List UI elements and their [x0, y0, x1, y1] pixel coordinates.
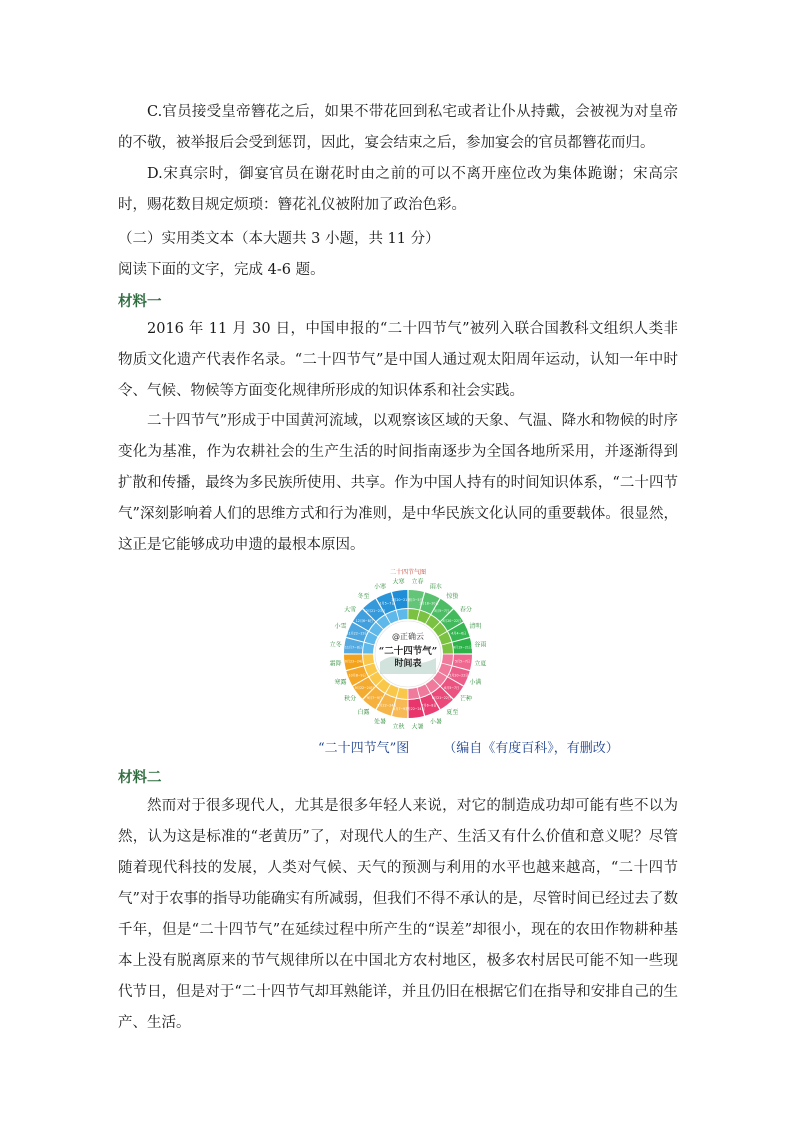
figure-center-title: “二十四节气”: [378, 646, 438, 657]
term-date: 3月20~22日: [442, 619, 462, 624]
term-date: 4月4~6日: [451, 631, 467, 636]
term-date: 4月19~21日: [452, 645, 473, 650]
term-label: 小寒: [374, 583, 387, 591]
term-label: 立春: [411, 578, 424, 586]
caption-title: “二十四节气”图: [318, 741, 410, 756]
term-label: 冬至: [357, 593, 370, 601]
term-label: 寒露: [334, 678, 347, 686]
term-date: 10月23~24日: [342, 659, 365, 664]
term-label: 处暑: [374, 718, 387, 726]
term-inner-segment: [408, 688, 419, 699]
term-date: 5月20~22日: [449, 673, 469, 678]
term-label: 白露: [357, 708, 370, 716]
term-date: 2月3~5日: [407, 597, 423, 602]
term-label: 霜降: [329, 660, 342, 668]
term-date: 6月5~7日: [444, 685, 460, 690]
term-inner-segment: [363, 654, 374, 665]
term-inner-segment: [442, 654, 453, 665]
term-date: 8月22~24日: [377, 703, 397, 708]
term-label: 夏至: [446, 708, 459, 716]
figure-header: 二十四节气图: [389, 569, 427, 576]
section-instruction: 阅读下面的文字，完成 4-6 题。: [118, 262, 325, 278]
term-label: 大寒: [392, 578, 405, 586]
term-label: 小满: [469, 678, 482, 686]
figure-caption: [318, 737, 678, 756]
term-date: 2月18~20日: [419, 601, 439, 606]
term-inner-segment: [363, 643, 374, 654]
term-date: 11月22~23日: [346, 631, 368, 636]
term-date: 1月5~7日: [379, 601, 395, 606]
term-date: 11月7~8日: [344, 645, 363, 650]
term-date: 3月5~7日: [433, 608, 450, 613]
figure-center-subtitle: 时间表: [394, 659, 422, 669]
term-date: 1月20~21日: [391, 597, 411, 602]
term-label: 芒种: [459, 695, 472, 703]
term-label: 谷雨: [474, 641, 487, 649]
term-label: 立夏: [474, 660, 487, 668]
term-inner-segment: [397, 688, 408, 699]
term-date: 9月22~24日: [354, 685, 374, 690]
term-label: 小雪: [334, 623, 347, 631]
option-c: C.官员接受皇帝簪花之后，如果不带花回到私宅或者让仆从持戴，会被视为对皇帝的不敬，被举报后会受到惩罚，因此，宴会结束之后，参加宴会的官员都簪花而归。: [118, 104, 678, 151]
term-label: 秋分: [344, 695, 357, 703]
term-date: 5月5~7日: [454, 659, 471, 664]
figure-watermark: @正确云: [392, 632, 424, 641]
term-inner-segment: [397, 609, 408, 620]
solar-terms-wheel: [318, 566, 498, 732]
term-label: 立冬: [329, 641, 342, 649]
solar-terms-figure: [318, 566, 498, 732]
term-inner-segment: [442, 643, 453, 654]
term-date: 12月21~23日: [363, 608, 386, 613]
term-date: 7月6~8日: [421, 703, 437, 708]
material1-paragraph-1: 2016 年 11 月 30 日，中国申报的“二十四节气”被列入联合国教科文组织人类非物质文化遗产代表作名录。“二十四节气”是中国人通过观太阳周年运动，认知一年中时令、气候、物候等方面变化规律所形成的知识体系和社会实践。: [118, 321, 678, 399]
term-date: 6月21~22日: [431, 696, 452, 701]
material1-heading: 材料一: [118, 294, 162, 310]
term-date: 8月7~9日: [393, 707, 409, 712]
term-label: 春分: [459, 606, 472, 614]
term-date: 10月8~9日: [348, 673, 366, 678]
term-label: 大暑: [411, 723, 424, 731]
material1-paragraph-2: 二十四节气”形成于中国黄河流域，以观察该区域的天象、气温、降水和物候的时序变化为基准，作为农耕社会的生产生活的时间指南逐步为全国各地所采用，并逐渐得到扩散和传播，最终为多民族所使用、共享。作为中国人持有的时间知识体系，“二十四节气”深刻影响着人们的思维方式和行为准则，是中华民族文化认同的重要载体。很显然，这正是它能够成功申遗的最根本原因。: [118, 413, 678, 553]
term-label: 立秋: [392, 723, 405, 731]
term-label: 大雪: [344, 606, 357, 614]
term-date: 9月7~9日: [366, 696, 383, 701]
term-date: 7月22~24日: [405, 707, 425, 712]
term-inner-segment: [408, 609, 419, 620]
term-date: 12月6~8日: [355, 619, 373, 624]
material2-paragraph-1: 然而对于很多现代人，尤其是很多年轻人来说，对它的制造成功却可能有些不以为然，认为这是标准的“老黄历”了，对现代人的生产、生活又有什么价值和意义呢？尽管随着现代科技的发展，人类对气候、天气的预测与利用的水平也越来越高，“二十四节气”对于农事的指导功能确实有所减弱，但我们不得不承认的是，尽管时间已经过去了数千年，但是“二十四节气”在延续过程中所产生的“误差”却很小，现在的农田作物耕种基本上没有脱离原来的节气规律所以在中国北方农村地区，极多农村居民可能不知一些现代节日，但是对于“二十四节气却耳熟能详，并且仍旧在根据它们在指导和安排自己的生产、生活。: [118, 798, 678, 1031]
caption-source: （编自《有度百科》，有删改）: [443, 741, 619, 756]
term-label: 小暑: [429, 718, 442, 726]
material2-heading: 材料二: [118, 770, 162, 786]
section-title: （二）实用类文本（本大题共 3 小题，共 11 分）: [118, 231, 440, 247]
term-label: 清明: [469, 623, 482, 631]
term-label: 雨水: [429, 583, 442, 591]
option-d: D.宋真宗时，御宴官员在谢花时由之前的可以不离开座位改为集体跪谢；宋高宗时，赐花数目规定烦琐：簪花礼仪被附加了政治色彩。: [118, 166, 678, 213]
term-label: 惊蛰: [446, 593, 459, 601]
